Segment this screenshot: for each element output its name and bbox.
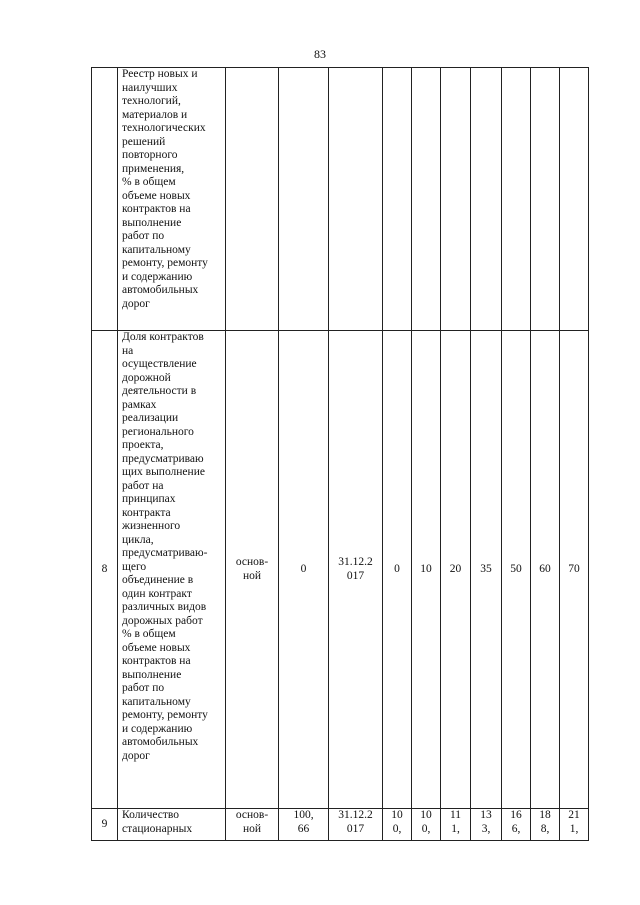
year-value: 10: [412, 331, 441, 809]
base-value: 0: [279, 331, 329, 809]
page-number: 83: [314, 47, 326, 61]
year-value: [412, 68, 441, 331]
base-date: [329, 68, 383, 331]
year-value: [441, 68, 471, 331]
year-value: 10 0,: [383, 809, 412, 841]
indicator-type: [226, 68, 279, 331]
year-value: 11 1,: [441, 809, 471, 841]
year-value: 35: [471, 331, 502, 809]
year-value: 10 0,: [412, 809, 441, 841]
year-value: 0: [383, 331, 412, 809]
base-value: 100, 66: [279, 809, 329, 841]
base-value: [279, 68, 329, 331]
year-value: 60: [531, 331, 560, 809]
year-value: 16 6,: [502, 809, 531, 841]
year-value: 13 3,: [471, 809, 502, 841]
table-row: [92, 68, 589, 331]
base-date: 31.12.2 017: [329, 331, 383, 809]
indicator-name: Доля контрактов на осуществление дорожной деятельности в рамках реализации регионального проекта, предусматриваю щих выполнение работ на принципах контракта жизненного цикла, предусматриваю- щего объединение в один контракт различных видов дорожных работ % в общем объеме новых контрактов на выполнение работ по капитальному ремонту, ремонту и содержанию автомобильных дорог: [118, 331, 226, 809]
year-value: 18 8,: [531, 809, 560, 841]
indicator-name: Реестр новых и наилучших технологий, материалов и технологических решений повторного применения, % в общем объеме новых контрактов на выполнение работ по капитальному ремонту, ремонту и содержанию автомобильных дорог: [118, 68, 226, 331]
table-row: [92, 331, 589, 809]
year-value: [560, 68, 589, 331]
indicator-type: основ- ной: [226, 331, 279, 809]
year-value: 20: [441, 331, 471, 809]
year-value: [471, 68, 502, 331]
row-number: 9: [92, 809, 118, 841]
indicator-type: основ- ной: [226, 809, 279, 841]
year-value: [531, 68, 560, 331]
indicators-table: [91, 67, 589, 841]
base-date: 31.12.2 017: [329, 809, 383, 841]
year-value: 70: [560, 331, 589, 809]
year-value: 50: [502, 331, 531, 809]
row-number: 8: [92, 331, 118, 809]
year-value: [383, 68, 412, 331]
year-value: 21 1,: [560, 809, 589, 841]
year-value: [502, 68, 531, 331]
table-row: [92, 809, 589, 841]
row-number: [92, 68, 118, 331]
indicator-name: Количество стационарных: [118, 809, 226, 841]
